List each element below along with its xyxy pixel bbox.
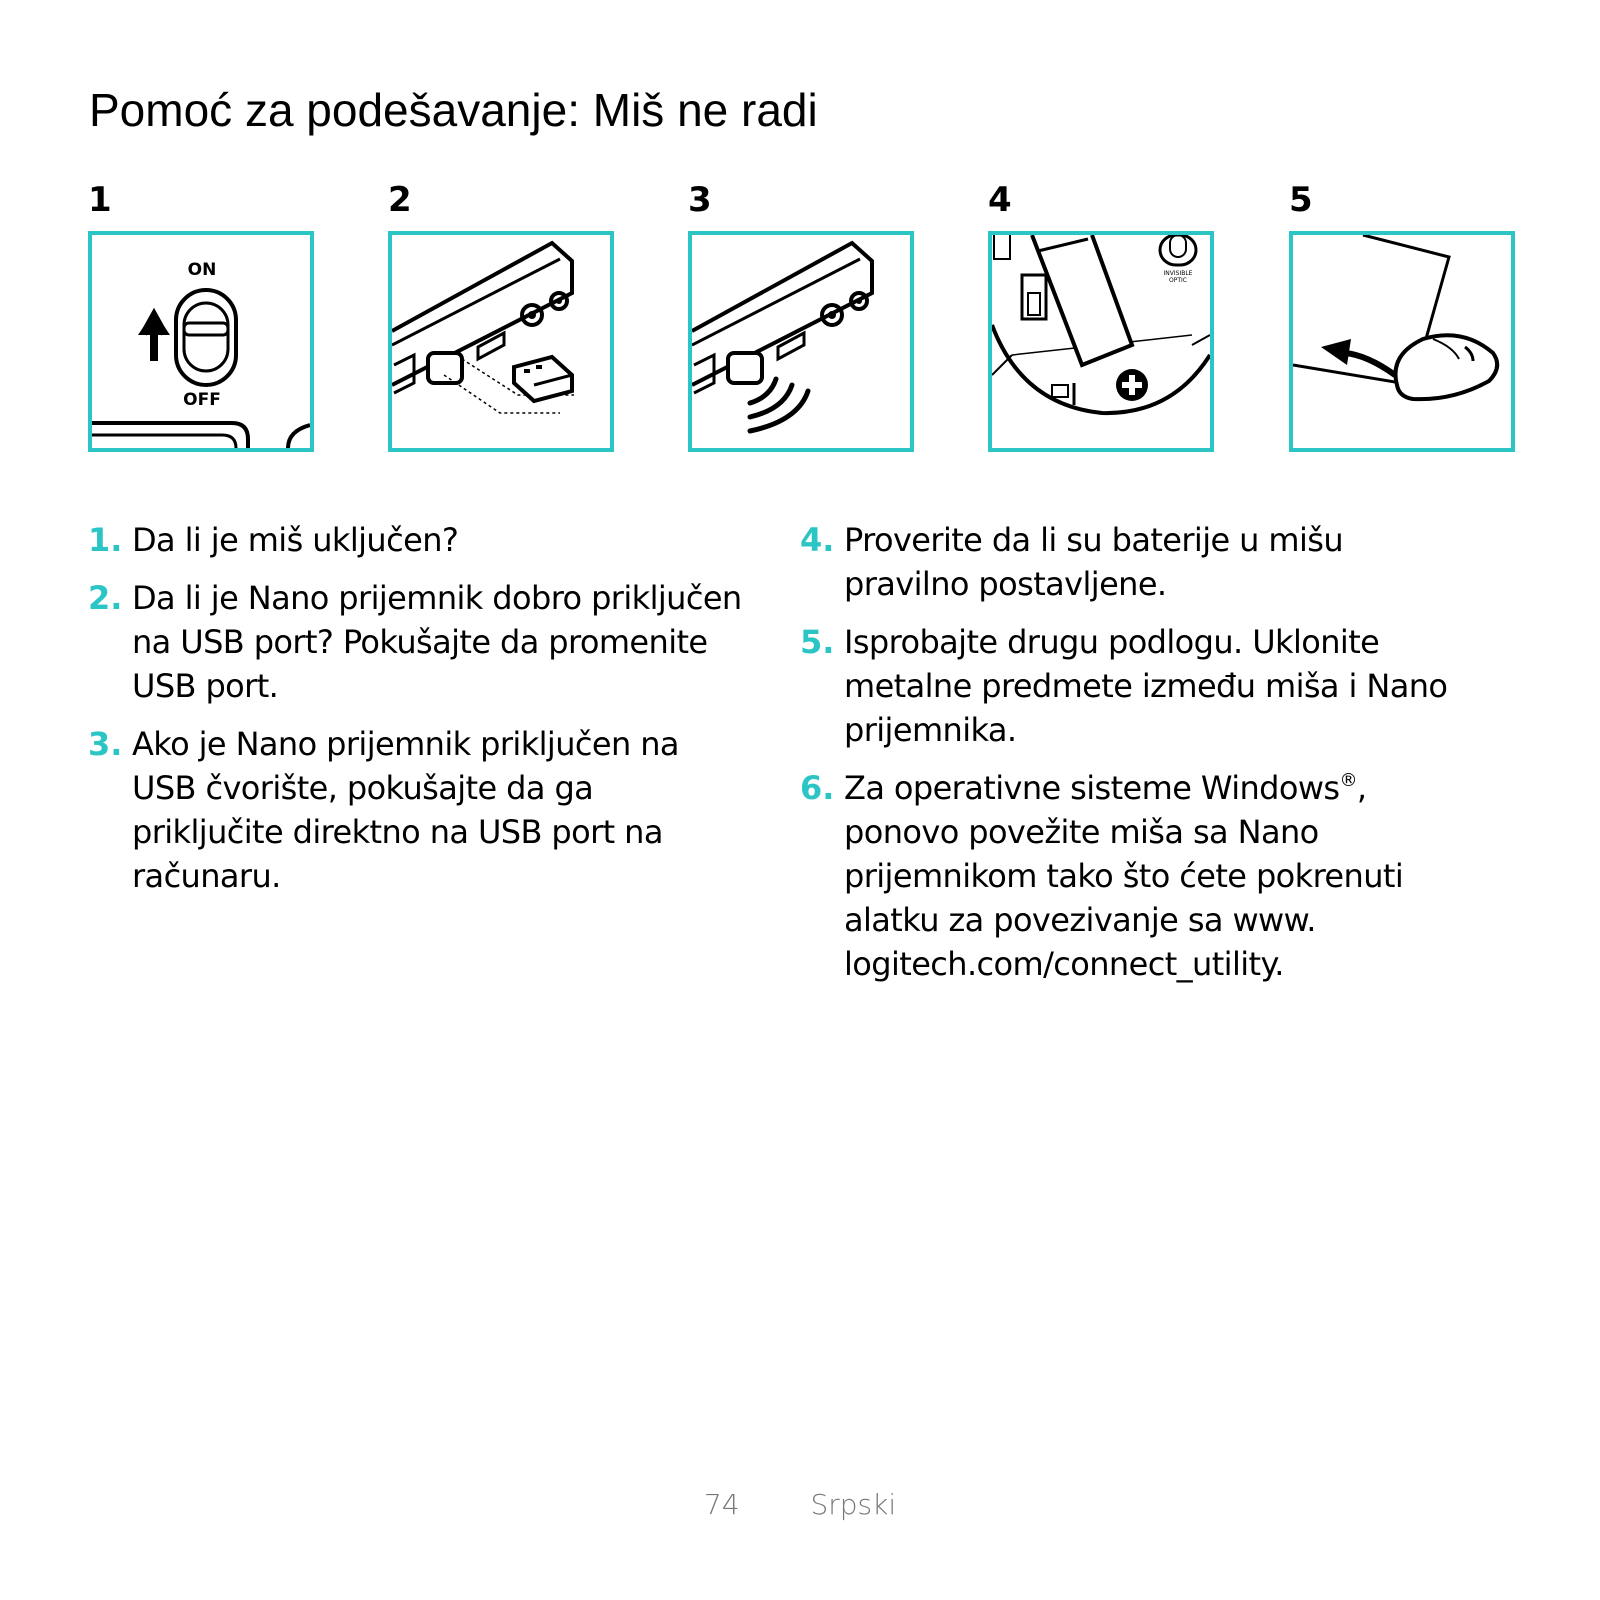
switch-off-label: OFF [183,390,221,410]
step-number-4: 4 [988,180,1012,220]
list-item-text-part: Za operativne sisteme Windows [844,769,1340,807]
illustration-receiver-signal [688,231,914,452]
step-number-3: 3 [688,180,712,220]
list-item [800,620,1476,752]
list-item [800,518,1476,606]
mouse-icon [1395,335,1497,399]
illustration-mouse-surface [1289,231,1515,452]
list-item [800,766,1476,986]
page-number: 74 [703,1488,740,1521]
illustration-power-switch [88,231,314,452]
left-arrow-icon [1321,339,1395,375]
page-footer [0,1488,1600,1521]
list-item-number: 6. [800,769,835,807]
list-item-text: Proverite da li su baterije u mišu pravilno postavljene. [844,521,1344,603]
footer-language: Srpski [810,1488,897,1521]
laptop-usb-illustration [392,235,610,448]
power-switch-illustration [92,235,310,448]
switch-on-label: ON [187,260,217,280]
list-item [88,518,748,562]
laptop-signal-illustration [692,235,910,448]
wireless-signal-icon [750,379,808,431]
list-item-number: 3. [88,725,123,763]
mouse-surface-illustration [1293,235,1511,448]
step-number-2: 2 [388,180,412,220]
list-item-text-part: , ponovo povežite miša sa Nano prijemnikom tako što ćete pokrenuti alatku za povezivanje sa www. logitech.com/connect_utility. [844,769,1404,983]
page-title: Pomoć za podešavanje: Miš ne radi [89,84,818,136]
list-item-text: Isprobajte drugu podlogu. Uklonite metalne predmete između miša i Nano prijemnika. [844,623,1448,749]
list-item-text: Da li je miš uključen? [132,521,459,559]
battery-compartment-illustration [992,235,1210,448]
list-item [88,722,748,898]
step-number-1: 1 [88,180,112,220]
illustration-battery-check [988,231,1214,452]
list-item-number: 4. [800,521,835,559]
list-item-number: 2. [88,579,123,617]
list-item-text: Ako je Nano prijemnik priključen na USB čvorište, pokušajte da ga priključite direktno na USB port na računaru. [132,725,679,895]
list-item-text [844,766,1476,986]
list-item-number: 1. [88,521,123,559]
step-number-5: 5 [1289,180,1313,220]
nano-receiver-icon [514,357,572,401]
registered-mark: ® [1339,770,1357,791]
list-item-number: 5. [800,623,835,661]
plus-icon [1116,369,1148,401]
invisible-label: INVISIBLE [1163,270,1193,277]
optic-label: OPTIC [1169,277,1187,284]
list-item-text: Da li je Nano prijemnik dobro priključen na USB port? Pokušajte da promenite USB port. [132,579,742,705]
troubleshooting-list-left [88,518,748,912]
illustration-nano-receiver-plug [388,231,614,452]
troubleshooting-list-right [800,518,1476,1000]
list-item [88,576,748,708]
